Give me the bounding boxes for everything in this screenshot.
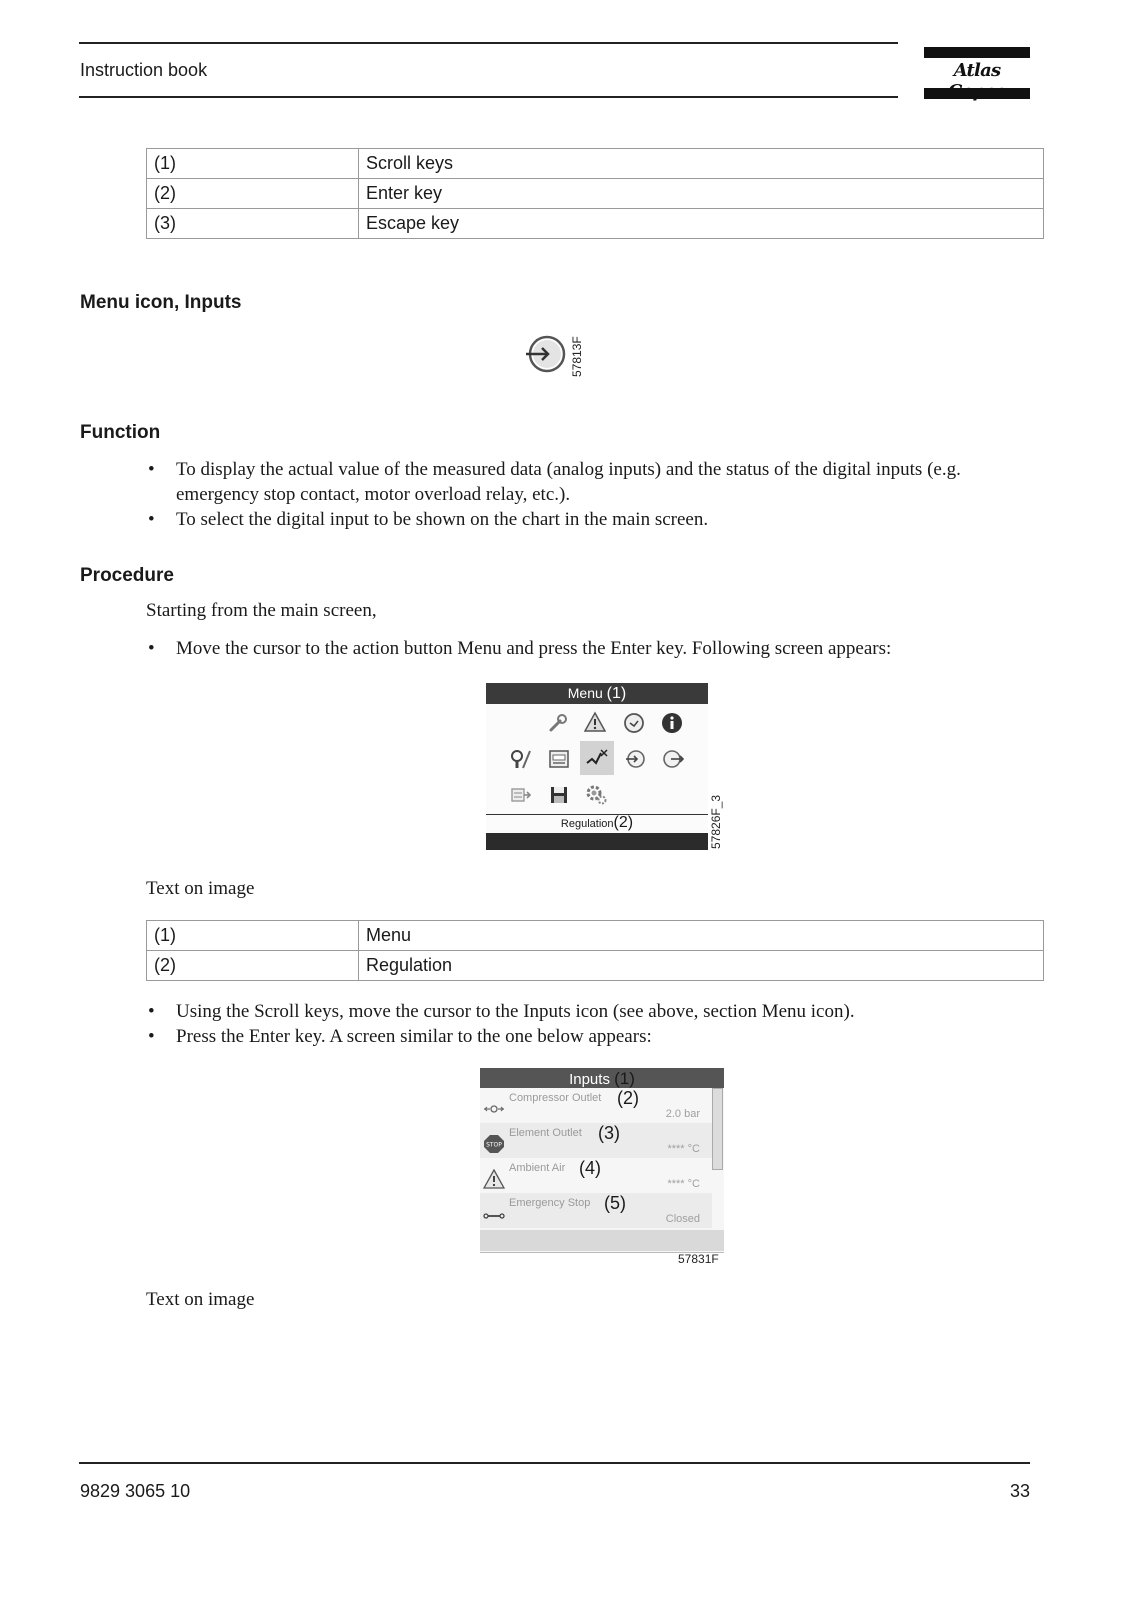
converter-icon[interactable] xyxy=(510,784,532,806)
table-cell-num: (3) xyxy=(147,209,359,239)
procedure-bullets-2 xyxy=(146,999,1036,1049)
list-item[interactable] xyxy=(480,1158,712,1193)
footer-rule xyxy=(79,1462,1030,1464)
warning-icon xyxy=(584,711,606,733)
table-cell-num: (2) xyxy=(147,951,359,981)
table-cell-label: Menu xyxy=(359,921,1044,951)
heading-procedure: Procedure xyxy=(80,565,174,586)
keys-legend-table xyxy=(146,148,1044,239)
heading-function: Function xyxy=(80,422,161,443)
callout-label: (3) xyxy=(598,1123,620,1143)
heading-menu-icon-inputs: Menu icon, Inputs xyxy=(80,292,242,313)
input-label: Compressor Outlet xyxy=(509,1092,602,1104)
svg-text:STOP: STOP xyxy=(486,1141,502,1149)
inputs-title-text: Inputs xyxy=(569,1071,610,1088)
counter-icon xyxy=(548,748,570,770)
inputs-screen-title xyxy=(480,1068,724,1088)
menu-footer-text: Regulation xyxy=(560,818,614,830)
list-item: • To display the actual value of the measured data (analog inputs) and the status of the digital inputs (e.g. emergency stop contact, motor overload relay, etc.). xyxy=(146,457,1036,507)
table-cell-num: (2) xyxy=(147,179,359,209)
menu-footer-label xyxy=(486,814,708,833)
procedure-bullets-1 xyxy=(146,636,1036,661)
callout-label: (5) xyxy=(604,1193,626,1213)
table-cell-num: (1) xyxy=(147,921,359,951)
table-row xyxy=(147,209,1044,239)
save-icon[interactable] xyxy=(548,784,570,806)
stop-icon xyxy=(483,1134,505,1154)
inputs-scrollbar[interactable] xyxy=(712,1088,723,1170)
table-row xyxy=(147,179,1044,209)
callout-label: (1) xyxy=(606,685,627,702)
procedure-intro: Starting from the main screen, xyxy=(146,600,377,621)
table-row xyxy=(147,951,1044,981)
wrench-icon xyxy=(547,712,569,734)
warning-icon xyxy=(483,1169,505,1189)
brand-logo xyxy=(924,47,1030,99)
figure-code: 57831F xyxy=(678,1252,719,1266)
function-bullets xyxy=(146,457,1036,532)
inputs-icon[interactable] xyxy=(624,748,646,770)
figure-caption: Text on image xyxy=(146,878,255,899)
menu-legend-table xyxy=(146,920,1044,981)
table-row xyxy=(147,921,1044,951)
inputs-bottom-bar xyxy=(480,1230,724,1251)
list-item[interactable] xyxy=(480,1123,712,1158)
table-cell-label: Enter key xyxy=(359,179,1044,209)
brand-logo-text: Atlas xyxy=(953,60,1001,81)
input-label: Emergency Stop xyxy=(509,1197,591,1209)
outputs-icon[interactable] xyxy=(662,748,684,770)
menu-screen-title xyxy=(486,683,708,704)
inputs-screen-figure xyxy=(480,1068,724,1253)
info-icon xyxy=(661,712,683,734)
list-item: • Move the cursor to the action button Menu and press the Enter key. Following screen appears: xyxy=(146,636,1036,661)
list-item[interactable] xyxy=(480,1088,712,1123)
service-icon xyxy=(509,748,531,770)
input-value: **** °C xyxy=(667,1178,700,1190)
callout-label: (4) xyxy=(579,1158,601,1178)
callout-label: (2) xyxy=(613,814,634,831)
switch-icon xyxy=(483,1204,505,1224)
clock-icon xyxy=(623,712,645,734)
list-item: • To select the digital input to be shown on the chart in the main screen. xyxy=(146,507,1036,532)
input-label: Ambient Air xyxy=(509,1162,566,1174)
input-value: 2.0 bar xyxy=(665,1108,700,1120)
menu-title-text: Menu xyxy=(567,685,603,701)
regulation-icon[interactable] xyxy=(586,747,608,769)
figure-code: 57813F xyxy=(570,336,584,377)
figure-code: 57826F_3 xyxy=(709,794,723,849)
menu-bottom-bar xyxy=(486,833,708,850)
table-cell-label: Escape key xyxy=(359,209,1044,239)
header-title: Instruction book xyxy=(80,60,208,80)
inputs-icon xyxy=(524,334,570,374)
list-item: • Using the Scroll keys, move the cursor to the Inputs icon (see above, section Menu icon). xyxy=(146,999,1036,1024)
table-cell-label: Scroll keys xyxy=(359,149,1044,179)
input-value: Closed xyxy=(665,1213,700,1225)
header-top-rule xyxy=(79,42,898,44)
settings-icon[interactable] xyxy=(585,783,607,805)
table-row xyxy=(147,149,1044,179)
input-label: Element Outlet xyxy=(509,1127,582,1139)
list-item[interactable] xyxy=(480,1193,712,1228)
header-bottom-rule xyxy=(79,96,898,98)
page-number: 33 xyxy=(1009,1481,1030,1501)
list-item: • Press the Enter key. A screen similar to the one below appears: xyxy=(146,1024,1036,1049)
input-value: **** °C xyxy=(667,1143,700,1155)
callout-label: (2) xyxy=(617,1088,639,1108)
callout-label: (1) xyxy=(614,1069,635,1088)
table-cell-num: (1) xyxy=(147,149,359,179)
table-cell-label: Regulation xyxy=(359,951,1044,981)
figure-caption: Text on image xyxy=(146,1289,255,1310)
pressure-icon xyxy=(483,1099,505,1119)
menu-screen-figure xyxy=(486,683,708,850)
doc-number: 9829 3065 10 xyxy=(80,1481,191,1501)
